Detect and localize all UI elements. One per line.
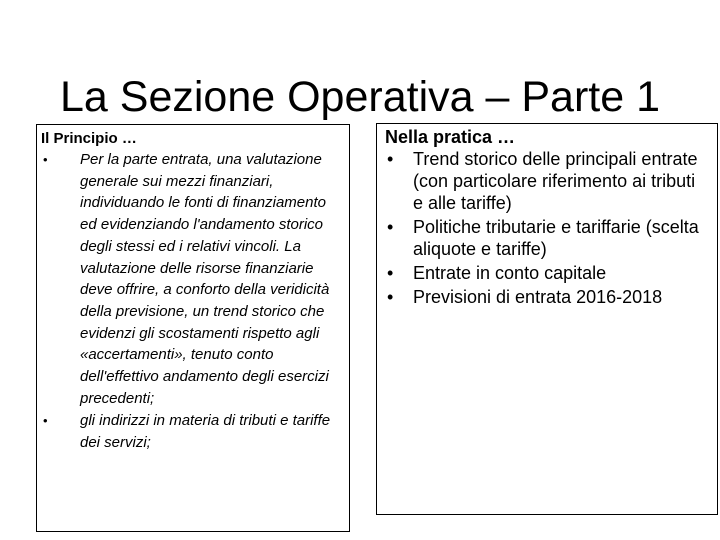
bullet-icon: •: [387, 149, 394, 169]
list-item: [385, 262, 717, 284]
bullet-icon: •: [387, 263, 394, 283]
slide-title: La Sezione Operativa – Parte 1: [60, 72, 660, 121]
bullet-icon: •: [43, 152, 48, 167]
list-item-text: gli indirizzi in materia di tributi e tariffe dei servizi;: [80, 412, 331, 452]
principle-heading: Il Principio …: [41, 130, 137, 147]
list-item-text: Per la parte entrata, una valutazione generale sui mezzi finanziari, individuando le fonti di finanziamento ed evidenziando l'andamento storico degli stessi ed i relativi vincoli. La valutazione delle risorse finanziarie deve offrire, a conforto della veridicità della previsione, un trend storico che evidenzi gli scostamenti rispetto agli «accertamenti», tenuto conto dell'effettivo andamento degli esercizi precedenti;: [80, 151, 330, 407]
practice-heading: Nella pratica …: [385, 127, 516, 147]
list-item: [385, 286, 717, 308]
list-item: [385, 148, 717, 214]
list-item-text: Entrate in conto capitale: [413, 263, 607, 283]
practice-box: [376, 123, 718, 515]
list-item-text: Trend storico delle principali entrate (con particolare riferimento ai tributi e alle tariffe): [413, 149, 698, 213]
principle-box: [36, 124, 350, 532]
list-item: [41, 410, 349, 453]
bullet-icon: •: [387, 287, 394, 307]
bullet-icon: •: [43, 413, 48, 429]
bullet-icon: •: [387, 217, 394, 237]
list-item-text: Previsioni di entrata 2016-2018: [413, 287, 663, 307]
list-item: [385, 216, 717, 260]
list-item: [41, 149, 349, 409]
principle-list: [41, 149, 349, 454]
practice-list: [385, 148, 717, 308]
list-item-text: Politiche tributarie e tariffarie (scelta aliquote e tariffe): [413, 217, 699, 259]
